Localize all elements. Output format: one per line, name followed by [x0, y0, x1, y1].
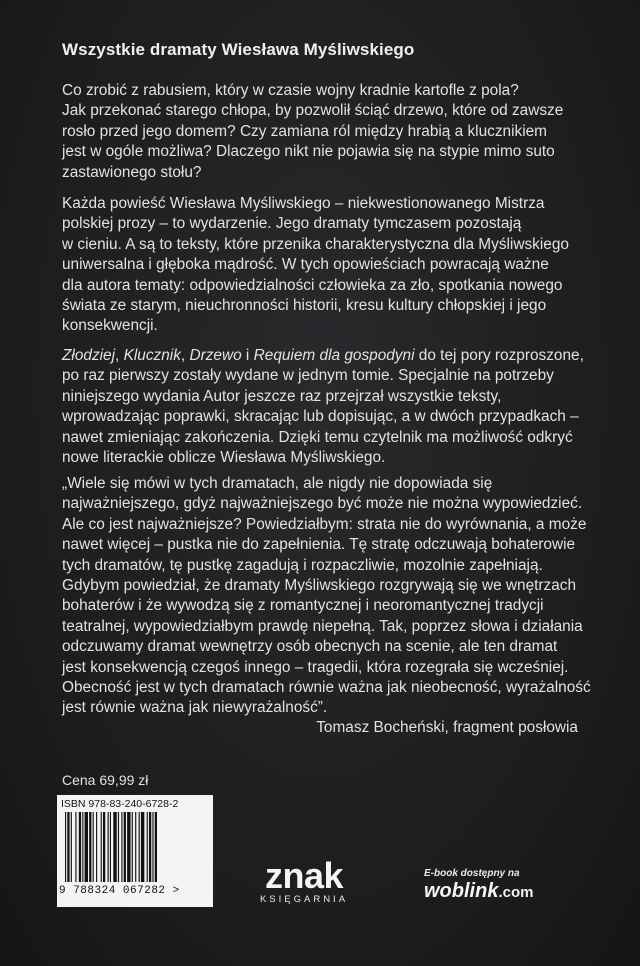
publisher-name: znak	[264, 855, 344, 896]
text-line: nawet zmieniając zakończenia. Dzięki temu czytelnik ma możliwość odkryć	[62, 428, 573, 446]
barcode-bar	[135, 812, 136, 882]
text-line: konsekwencji.	[62, 317, 158, 335]
drama-title-zlodziej: Złodziej	[62, 347, 116, 364]
barcode-bar	[108, 812, 109, 882]
text-line: po raz pierwszy zostały wydane w jednym tomie. Specjalnie na potrzeby	[62, 367, 554, 385]
text-line: najważniejszego, gdyż najważniejszego być może nie można wypowiedzieć.	[62, 495, 583, 513]
text-line: teatralnej, wypowiedziałbym prawdę niepełną. Tak, poprzez słowa i działania	[62, 617, 583, 635]
barcode-bar	[127, 812, 130, 882]
barcode-bar	[96, 812, 97, 882]
ebook-brand	[424, 880, 533, 903]
drama-title-klucznik: Klucznik	[123, 347, 181, 364]
text-line: „Wiele się mówi w tych dramatach, ale nigdy nie dopowiada się	[62, 475, 493, 492]
text-line: nawet więcej – pustka nie do zapełnienia. Tę stratę odczuwają bohaterowie	[62, 536, 576, 554]
text-line: uniwersalna i głęboka mądrość. W tych opowieściach powracają ważne	[62, 256, 549, 274]
text-line: niniejszego wydania Autor jeszcze raz przejrzał wszystkie teksty,	[62, 387, 502, 405]
barcode-bar	[132, 812, 133, 882]
barcode-number: 9 788324 067282 >	[59, 885, 180, 897]
text-line	[62, 346, 592, 366]
barcode-bar	[113, 812, 116, 882]
text-line: dla autora tematy: odpowiedzialności człowieka za zło, spotkania nowego	[62, 276, 563, 294]
text-line: Obecność jest w tych dramatach równie ważna jak nieobecność, wyrażalność	[62, 679, 591, 697]
text-line: zastawionego stołu?	[62, 163, 202, 181]
quote-attribution: Tomasz Bocheński, fragment posłowia	[316, 719, 578, 736]
text-line: Gdybym powiedział, że dramaty Myśliwskiego rozgrywają się we wnętrzach	[62, 577, 577, 595]
barcode-bar	[71, 812, 72, 882]
blurb-paragraph-3	[62, 346, 592, 468]
barcode-bar	[121, 812, 122, 882]
text-line: jest w ogóle możliwa? Dlaczego nikt nie pojawia się na stypie mimo suto	[62, 143, 555, 161]
barcode-bar	[139, 812, 140, 882]
barcode-bar	[149, 812, 151, 882]
text-line: bohaterów i że wywodzą się z romantycznej i neoromantycznej tradycji	[62, 597, 544, 615]
barcode-bar	[65, 812, 66, 882]
barcode-bar	[155, 812, 157, 882]
barcode-bar	[75, 812, 76, 882]
text-line: tych dramatów, tę pustkę zagadują i rozpaczliwie, mozolnie zapełniają.	[62, 556, 543, 574]
barcode-bar	[89, 812, 91, 882]
barcode-bar	[67, 812, 69, 882]
line-rest: do tej pory rozproszone,	[414, 347, 584, 364]
blurb-paragraph-1	[62, 81, 592, 183]
text-line: polskiej prozy – to wydarzenie. Jego dramaty tymczasem pozostają	[62, 215, 522, 233]
text-line: Ale co jest najważniejsze? Powiedziałbym: strata nie do wyrównania, a może	[62, 515, 587, 533]
barcode	[57, 795, 213, 907]
text-line: rosło przed jego domem? Czy zamiana ról między hrabią a klucznikiem	[62, 122, 548, 140]
ebook-brand-tld: .com	[498, 884, 534, 901]
text-line: nowe literackie oblicze Wiesława Myśliwskiego.	[62, 449, 386, 467]
text-line: Jak przekonać starego chłopa, by pozwolił ściąć drzewo, które od zawsze	[62, 102, 564, 120]
separator: ,	[180, 347, 190, 364]
text-line: świata ze starym, nieuchronności historii, kresu kultury chłopskiej i jego	[62, 297, 547, 315]
text-line: Każda powieść Wiesława Myśliwskiego – niekwestionowanego Mistrza	[62, 195, 545, 212]
drama-title-requiem: Requiem dla gospodyni	[253, 347, 415, 364]
barcode-bar	[141, 812, 144, 882]
barcode-bar	[152, 812, 153, 882]
price-label: Cena 69,99 zł	[62, 772, 149, 788]
isbn-label: ISBN 978-83-240-6728-2	[61, 798, 179, 810]
ebook-note: E-book dostępny na	[424, 868, 520, 879]
separator: i	[241, 347, 254, 364]
ebook-store-logo	[424, 868, 533, 903]
barcode-bars	[63, 812, 203, 884]
ebook-brand-name: woblink	[424, 880, 499, 902]
separator: ,	[115, 347, 124, 364]
publisher-logo	[252, 855, 356, 905]
blurb-paragraph-2	[62, 194, 592, 337]
quote-paragraph	[62, 474, 592, 719]
barcode-bar	[82, 812, 83, 882]
barcode-bar	[79, 812, 81, 882]
text-line: Co zrobić z rabusiem, który w czasie wojny kradnie kartofle z pola?	[62, 82, 519, 99]
barcode-bar	[147, 812, 148, 882]
barcode-bar	[110, 812, 111, 882]
text-line: odczuwamy dramat wewnętrzy osób obecnych na scenie, ale ten dramat	[62, 638, 558, 656]
barcode-bar	[124, 812, 126, 882]
text-line: jest konsekwencją czegoś innego – tragedii, która rozegrała się wcześniej.	[62, 658, 569, 676]
text-line: w cieniu. A są to teksty, które przenika charakterystyczna dla Myśliwskiego	[62, 235, 569, 253]
barcode-bar	[93, 812, 94, 882]
barcode-bar	[118, 812, 119, 882]
publisher-subtitle: KSIĘGARNIA	[259, 894, 349, 905]
barcode-bar	[85, 812, 88, 882]
barcode-bar	[103, 812, 105, 882]
book-title: Wszystkie dramaty Wiesława Myśliwskiego	[62, 40, 415, 59]
drama-title-drzewo: Drzewo	[189, 347, 242, 364]
barcode-bar	[101, 812, 102, 882]
text-line: wprowadzając poprawki, skracając lub dopisując, a w dwóch przypadkach –	[62, 408, 579, 426]
text-line: jest równie ważna jak niewyrażalność”.	[62, 699, 328, 717]
